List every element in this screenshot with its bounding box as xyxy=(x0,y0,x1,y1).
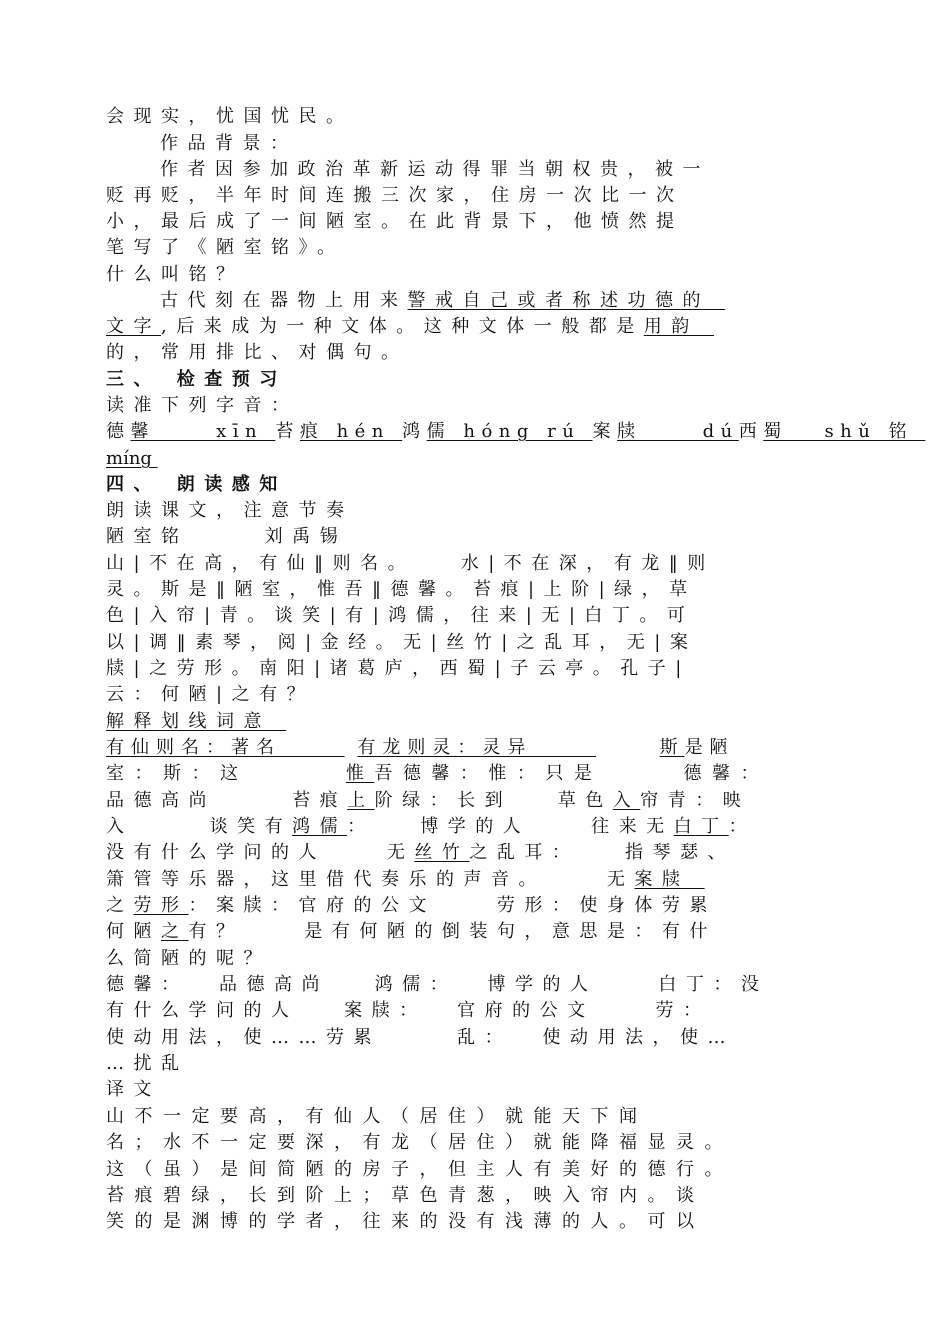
explain-line: 箫管等乐器，这里借代奏乐的声音。 无案牍 xyxy=(106,869,705,890)
ming-definition-line-2: 文字,后来成为一种文体。这种文体一般都是用韵 xyxy=(106,316,714,337)
explain-line: 之劳形：案牍：官府的公文 劳形：使身体劳累 xyxy=(106,895,717,916)
explain-line: 室：斯：这 惟吾德馨：惟：只是 德馨： xyxy=(106,763,769,784)
rhythm-line: 以|调‖素琴，阅|金经。无|丝竹|之乱耳，无|案 xyxy=(106,632,698,653)
translation-line: 名；水不一定要深，有龙（居住）就能降福显灵。 xyxy=(106,1132,733,1153)
translation-line: 山不一定要高，有仙人（居住）就能天下闻 xyxy=(106,1106,648,1127)
explain-line: 品德高尚 苔痕上阶绿：长到 草色入帘青：映 xyxy=(106,790,751,811)
explain-line: 入 谈笑有鸿儒： 博学的人 往来无白丁： xyxy=(106,816,757,837)
underlined-phrase: 文字 xyxy=(106,316,161,337)
text-line: 贬再贬，半年时间连搬三次家，住房一次比一次 xyxy=(106,185,684,206)
ming-definition-line-1: 古代刻在器物上用来警戒自己或者称述功德的 xyxy=(160,290,726,311)
pinyin-item: 牍 dú xyxy=(617,421,739,442)
explain-line: 使动用法，使……劳累 乱： 使动用法，使… xyxy=(106,1027,736,1048)
explain-line: …扰乱 xyxy=(106,1053,189,1074)
explain-line: 有什么学问的人 案牍： 官府的公文 劳： xyxy=(106,1000,711,1021)
rhythm-line: 灵。斯是‖陋室，惟吾‖德馨。苔痕|上阶|绿，草 xyxy=(106,579,697,600)
explain-line: 有仙则名：著名 有龙则灵：灵异 斯是陋 xyxy=(106,737,735,758)
pinyin-item: 蜀 shǔ 铭 xyxy=(763,421,926,442)
pinyin-item: 儒 hóng rú xyxy=(426,421,593,442)
poem-title-line: 陋室铭 刘禹锡 xyxy=(106,526,348,547)
text-line: 小，最后成了一间陋室。在此背景下，他愤然提 xyxy=(106,211,684,232)
explain-line: 德馨： 品德高尚 鸿儒： 博学的人 白丁：没 xyxy=(106,974,769,995)
underlined-phrase: 用韵 xyxy=(643,316,714,337)
rhythm-line: 牍|之劳形。南阳|诸葛庐，西蜀|子云亭。孔子| xyxy=(106,658,691,679)
translation-line: 这（虽）是间简陋的房子，但主人有美好的德行。 xyxy=(106,1159,733,1180)
pinyin-item: 馨 xīn xyxy=(130,421,276,442)
rhythm-line: 色|入帘|青。谈笑|有|鸿儒，往来|无|白丁。可 xyxy=(106,605,695,626)
question-line: 什么叫铭？ xyxy=(106,264,244,285)
text-line: 会现实，忧国忧民。 xyxy=(106,106,354,127)
translation-line: 笑的是渊博的学者，往来的没有浅薄的人。可以 xyxy=(106,1211,705,1232)
section-heading-background: 作品背景： xyxy=(160,133,298,154)
text-line: 笔写了《陋室铭》。 xyxy=(106,237,345,258)
underlined-phrase: 警戒自己或者称述功德的 xyxy=(407,290,726,311)
pinyin-line: 德馨 xīn 苔痕 hén 鸿儒 hóng rú 案牍 dú西蜀 shǔ 铭 xyxy=(106,421,926,442)
read-prompt: 读准下列字音： xyxy=(106,395,299,416)
explain-line: 没有什么学问的人 无丝竹之乱耳： 指琴瑟、 xyxy=(106,842,736,863)
rhythm-line: 云：何陋|之有？ xyxy=(106,684,315,705)
rhythm-line: 山|不在高，有仙‖则名。 水|不在深，有龙‖则 xyxy=(106,553,715,574)
ming-definition-line-3: 的，常用排比、对偶句。 xyxy=(106,342,409,363)
section-title-3: 三、 检查预习 xyxy=(106,369,287,390)
text-line: 作者因参加政治革新运动得罪当朝权贵，被一 xyxy=(160,159,710,180)
explain-line: 何陋之有？ 是有何陋的倒装句，意思是：有什 xyxy=(106,921,717,942)
explain-title: 解释划线词意 xyxy=(106,711,287,732)
translation-line: 苔痕碧绿，长到阶上；草色青葱，映入帘内。谈 xyxy=(106,1185,705,1206)
section-title-4: 四、 朗读感知 xyxy=(106,474,287,495)
pinyin-item: míng xyxy=(106,448,158,469)
pinyin-line-cont xyxy=(106,446,158,472)
text-line: 朗读课文，注意节奏 xyxy=(106,500,354,521)
translation-title: 译文 xyxy=(106,1079,161,1100)
pinyin-item: 痕 hén xyxy=(299,421,403,442)
explain-line: 么简陋的呢？ xyxy=(106,948,271,969)
